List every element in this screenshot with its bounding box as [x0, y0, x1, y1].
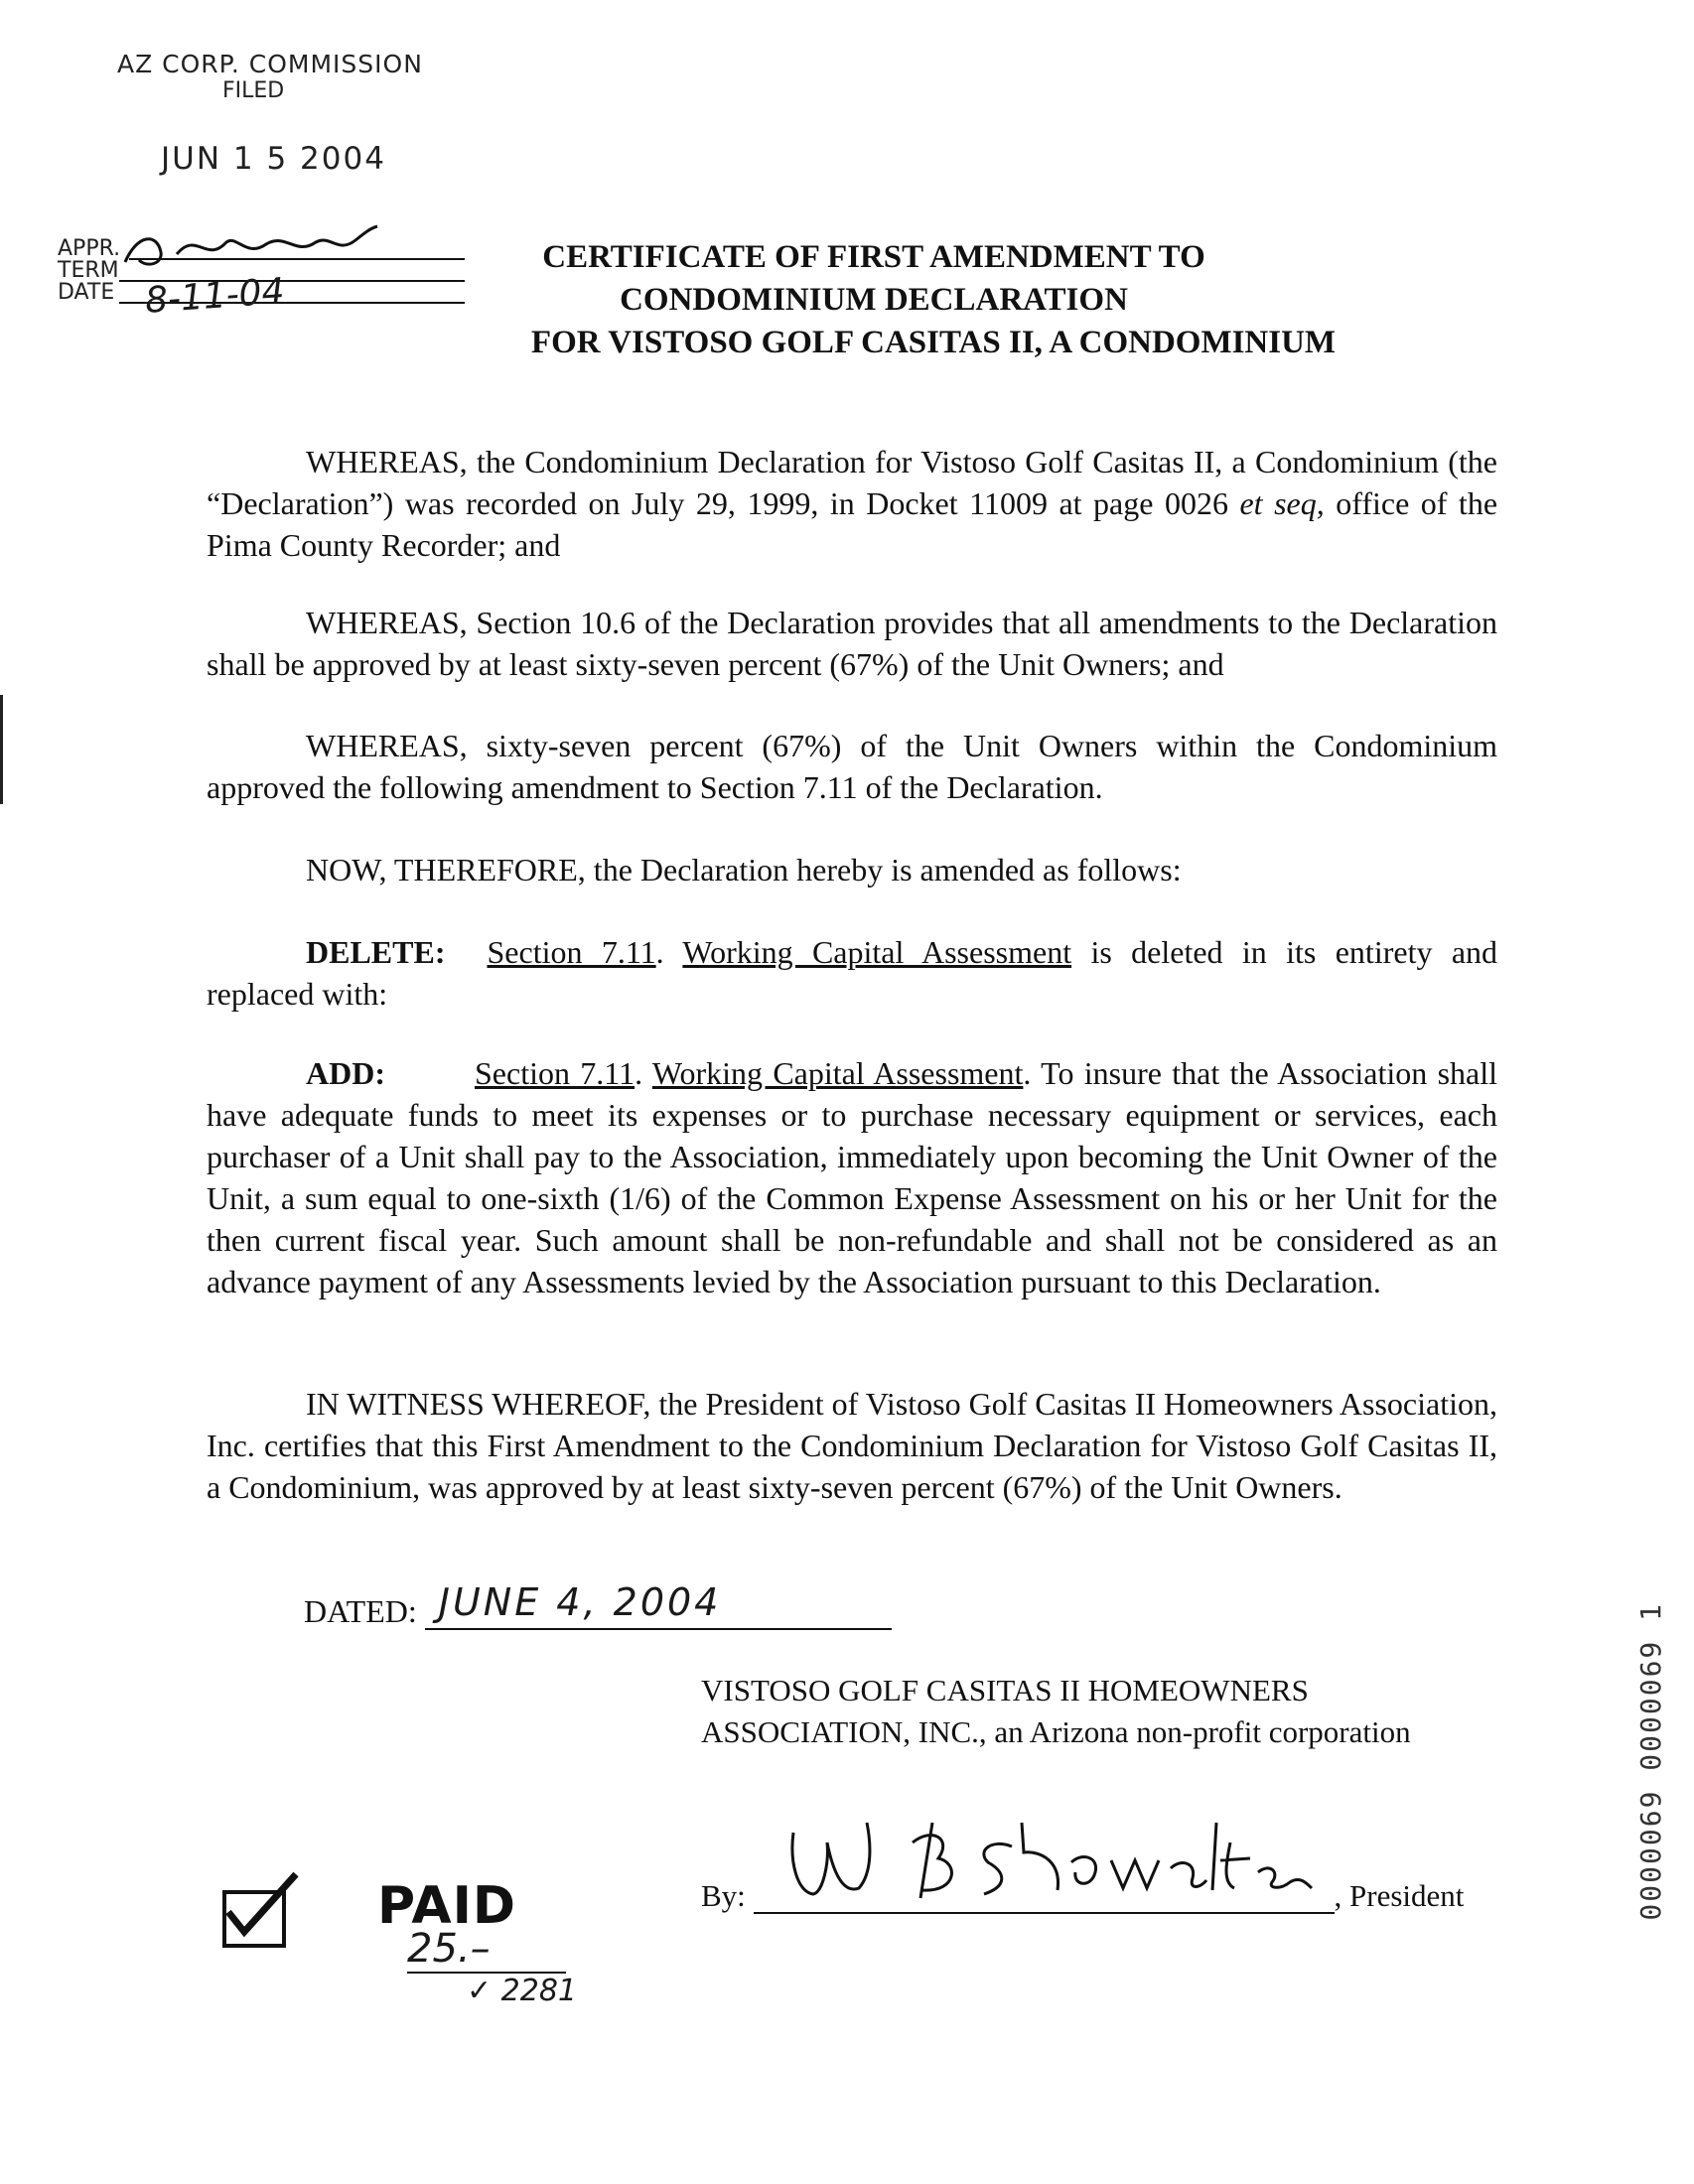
by-label: By: [701, 1878, 746, 1913]
title-line-2: CONDOMINIUM DECLARATION [620, 282, 1128, 318]
stamp-agency: AZ CORP. COMMISSION [117, 50, 423, 78]
stamp-filed: FILED [222, 78, 285, 103]
paragraph-whereas-2: WHEREAS, Section 10.6 of the Declaration provides that all amendments to the Declaration shall be approved by at least sixty-seven percent (67%) of the Unit Owners; and [207, 605, 1497, 682]
checkbox-stamp [222, 1890, 286, 1948]
by-line [701, 1876, 1464, 1914]
checkmark-icon [222, 1868, 302, 1938]
paragraph-now-therefore: NOW, THEREFORE, the Declaration hereby is amended as follows: [306, 852, 1182, 887]
delete-label: DELETE: [306, 934, 446, 970]
dated-line [304, 1580, 892, 1630]
signature-block [701, 1670, 1411, 1753]
term-label: TERM [58, 258, 119, 283]
paragraph-add: ADD: Section 7.11. Working Capital Assessment. To insure that the Association shall have adequate funds to meet its expenses or to purchase necessary equipment or services, each purchaser of a Unit shall pay to the Association, immediately upon becoming the Unit Owner of the Unit, a sum equal to one-sixth (1/6) of the Common Expense Assessment on his or her Unit for the then current fiscal year. Such amount shall be non-refundable and shall not be considered as an advance payment of any Assessments levied by the Association pursuant to this Declaration. [207, 1055, 1498, 1299]
filing-stamp [117, 50, 423, 177]
signature-handwriting [764, 1803, 1320, 1912]
signer-title: , President [1334, 1878, 1465, 1913]
date-label: DATE [58, 280, 115, 305]
title-line-1: CERTIFICATE OF FIRST AMENDMENT TO [542, 239, 1205, 275]
appr-label: APPR. [58, 236, 121, 261]
paid-label: PAID [377, 1876, 517, 1936]
paragraph-whereas-3: WHEREAS, sixty-seven percent (67%) of the Unit Owners within the Condominium approved the following amendment to Section 7.11 of the Declaration. [207, 728, 1497, 805]
paid-stamp [377, 1876, 577, 2008]
stamp-date: JUN 1 5 2004 [161, 141, 386, 177]
paid-amount: 25.– [407, 1926, 566, 1974]
document-title [417, 236, 1450, 364]
dated-value-handwritten: JUNE 4, 2004 [438, 1580, 722, 1624]
paragraph-whereas-1: WHEREAS, the Condominium Declaration for Vistoso Golf Casitas II, a Condominium (the “Declaration”) was recorded on July 29, 1999, in Docket 11009 at page 0026 et seq, office of the Pima County Recorder; and [207, 444, 1498, 563]
title-line-3: FOR VISTOSO GOLF CASITAS II, A CONDOMINIUM [530, 325, 1337, 360]
org-line-1: VISTOSO GOLF CASITAS II HOMEOWNERS [701, 1673, 1309, 1707]
paragraph-witness: IN WITNESS WHEREOF, the President of Vistoso Golf Casitas II Homeowners Association, Inc. certifies that this First Amendment to the Condominium Declaration for Vistoso Golf Casitas II, a Condominium, was approved by at least sixty-seven percent (67%) of the Unit Owners. [207, 1386, 1497, 1505]
paid-note: ✓ 2281 [467, 1974, 578, 2008]
org-line-2: ASSOCIATION, INC., an Arizona non-profit corporation [701, 1714, 1411, 1749]
paragraph-delete: DELETE: Section 7.11. Working Capital Assessment is deleted in its entirety and replaced with: [207, 934, 1498, 1012]
add-label: ADD: [306, 1055, 385, 1091]
appr-date-handwritten: 8-11-04 [143, 271, 286, 322]
scan-edge-mark [0, 695, 3, 804]
dated-label: DATED: [304, 1593, 417, 1629]
margin-document-number: 0000069 0000069 1 [1634, 1602, 1667, 1921]
